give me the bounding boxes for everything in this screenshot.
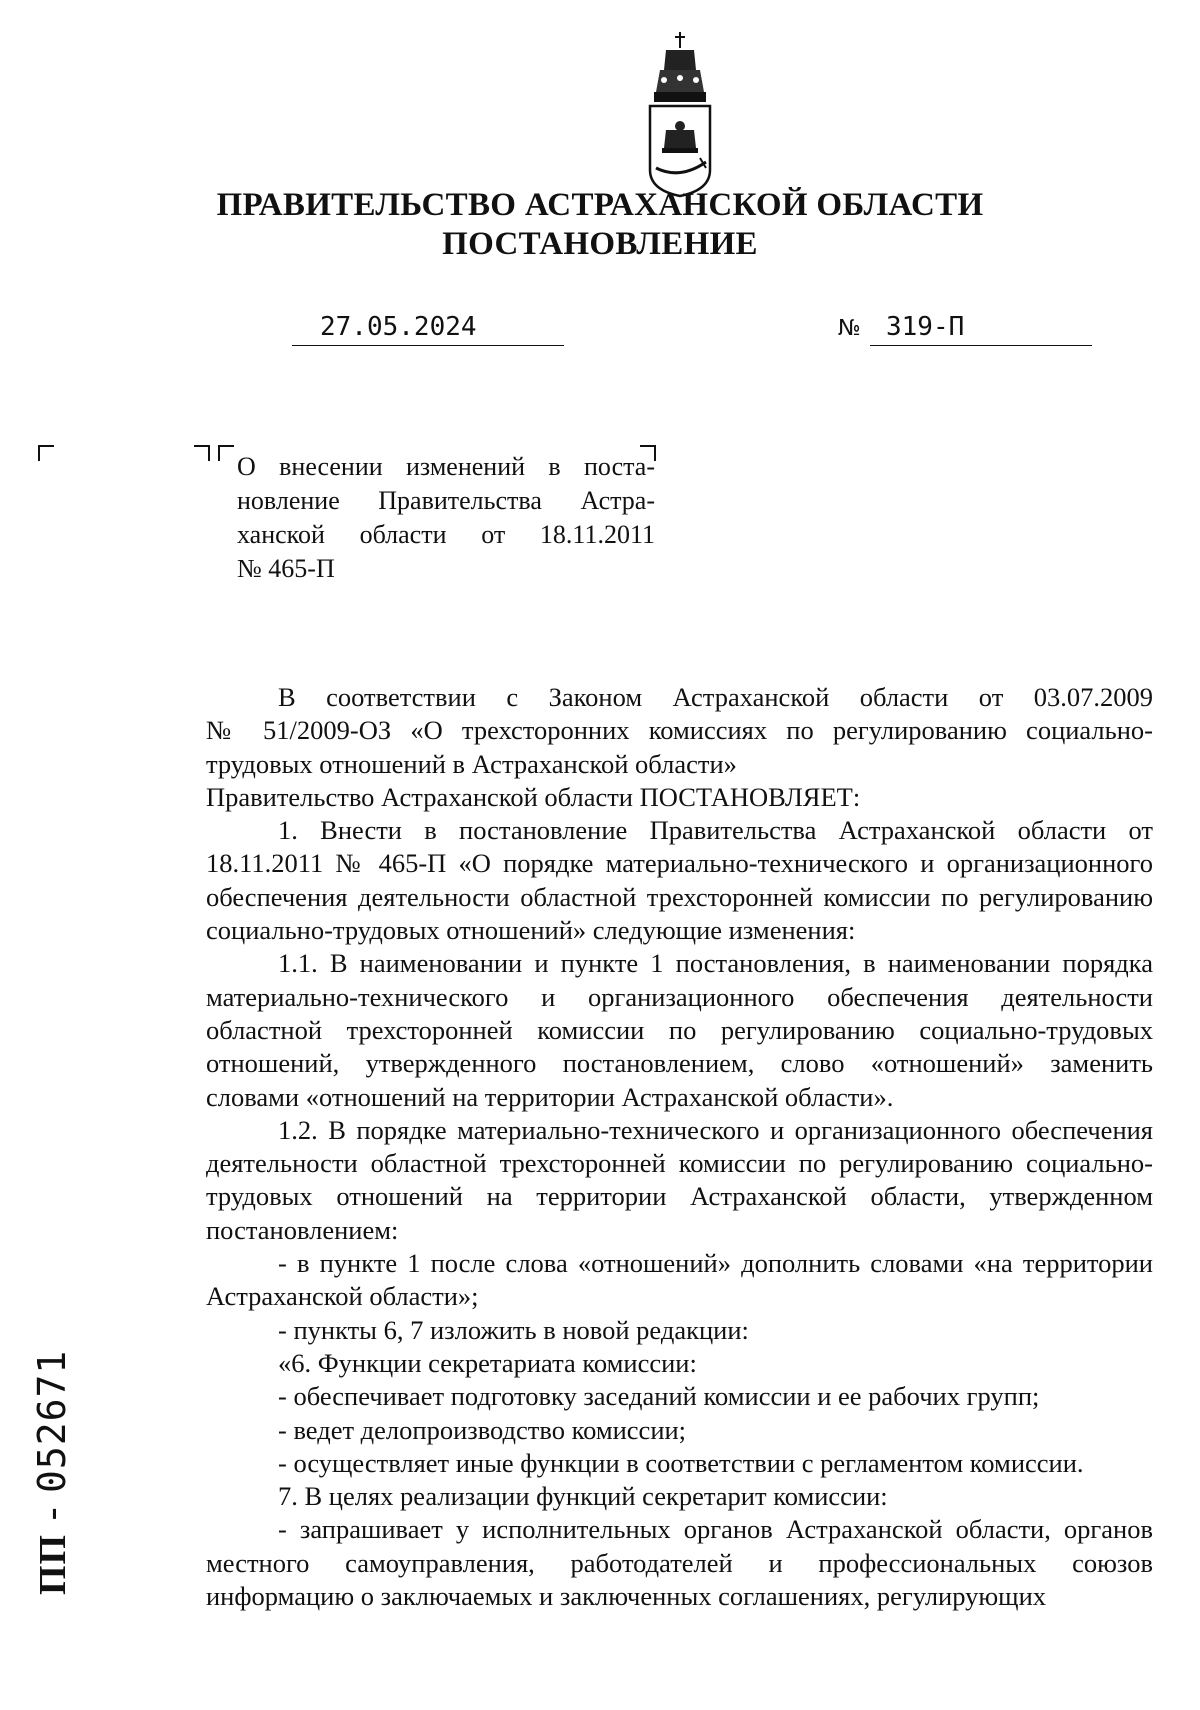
- subject-line: ханской области от 18.11.2011: [237, 520, 655, 549]
- document-date: 27.05.2024: [292, 312, 564, 346]
- document-type: ПОСТАНОВЛЕНИЕ: [442, 226, 758, 262]
- paragraph: В соответствии с Законом Астраханской области от 03.07.2009: [278, 682, 1153, 712]
- paragraph: 1. Внести в постановление Правительства Астраханской области от 18.11.2011 № 465-П «О порядке материально-технического и организационного обеспечения деятельности областной трехсторонней комиссии по регулированию социально-трудовых отношений» следующие изменения:: [206, 815, 1153, 946]
- document-subject: [237, 450, 655, 586]
- paragraph: - обеспечивает подготовку заседаний комиссии и ее рабочих групп;: [278, 1381, 1040, 1412]
- document-number: 319-П: [870, 312, 1092, 346]
- paragraph: № 51/2009-ОЗ «О трехсторонних комиссиях по регулированию социально-трудовых отношений в Астраханской области»: [206, 715, 1153, 779]
- paragraph: - осуществляет иные функции в соответствии с регламентом комиссии.: [278, 1447, 1084, 1478]
- side-stamp-prefix: ПП: [32, 1533, 74, 1595]
- side-stamp: [30, 1350, 75, 1595]
- paragraph: 1.1. В наименовании и пункте 1 постановления, в наименовании порядка материально-технического и организационного обеспечения деятельности областной трехсторонней комиссии по регулированию социально-трудовых отношений, утвержденного постановлением, слово «отношений» заменить словами «отношений на территории Астраханской области».: [206, 948, 1153, 1112]
- paragraph: 1.2. В порядке материально-технического и организационного обеспечения деятельности областной трехсторонней комиссии по регулированию социально-трудовых отношений на территории Астраханской области, утвержденном постановлением:: [206, 1114, 1153, 1245]
- paragraph: - пункты 6, 7 изложить в новой редакции:: [278, 1314, 749, 1345]
- paragraph: - запрашивает у исполнительных органов Астраханской области, органов местного самоуправления, работодателей и профессиональных союзов информацию о заключаемых и заключенных соглашениях, регулирующих: [206, 1514, 1153, 1612]
- corner-mark: [38, 445, 54, 461]
- number-sign: №: [838, 316, 861, 341]
- side-stamp-dash: -: [30, 1493, 74, 1534]
- subject-line: О внесении изменений в поста-: [237, 452, 655, 481]
- corner-mark: [218, 445, 234, 461]
- subject-line: новление Правительства Астра-: [237, 486, 655, 515]
- side-stamp-code: 052671: [30, 1349, 74, 1493]
- corner-mark: [194, 445, 210, 461]
- paragraph: - в пункте 1 после слова «отношений» дополнить словами «на территории Астраханской области»;: [206, 1248, 1153, 1312]
- paragraph: 7. В целях реализации функций секретарит комиссии:: [278, 1481, 888, 1512]
- paragraph: Правительство Астраханской области ПОСТАНОВЛЯЕТ:: [206, 781, 861, 812]
- document-body: [206, 681, 1153, 1613]
- org-title: ПРАВИТЕЛЬСТВО АСТРАХАНСКОЙ ОБЛАСТИ: [216, 187, 984, 223]
- coat-of-arms-icon: [640, 30, 720, 200]
- paragraph: «6. Функции секретариата комиссии:: [278, 1347, 697, 1378]
- paragraph: - ведет делопроизводство комиссии;: [278, 1414, 687, 1445]
- subject-line: № 465-П: [237, 554, 335, 583]
